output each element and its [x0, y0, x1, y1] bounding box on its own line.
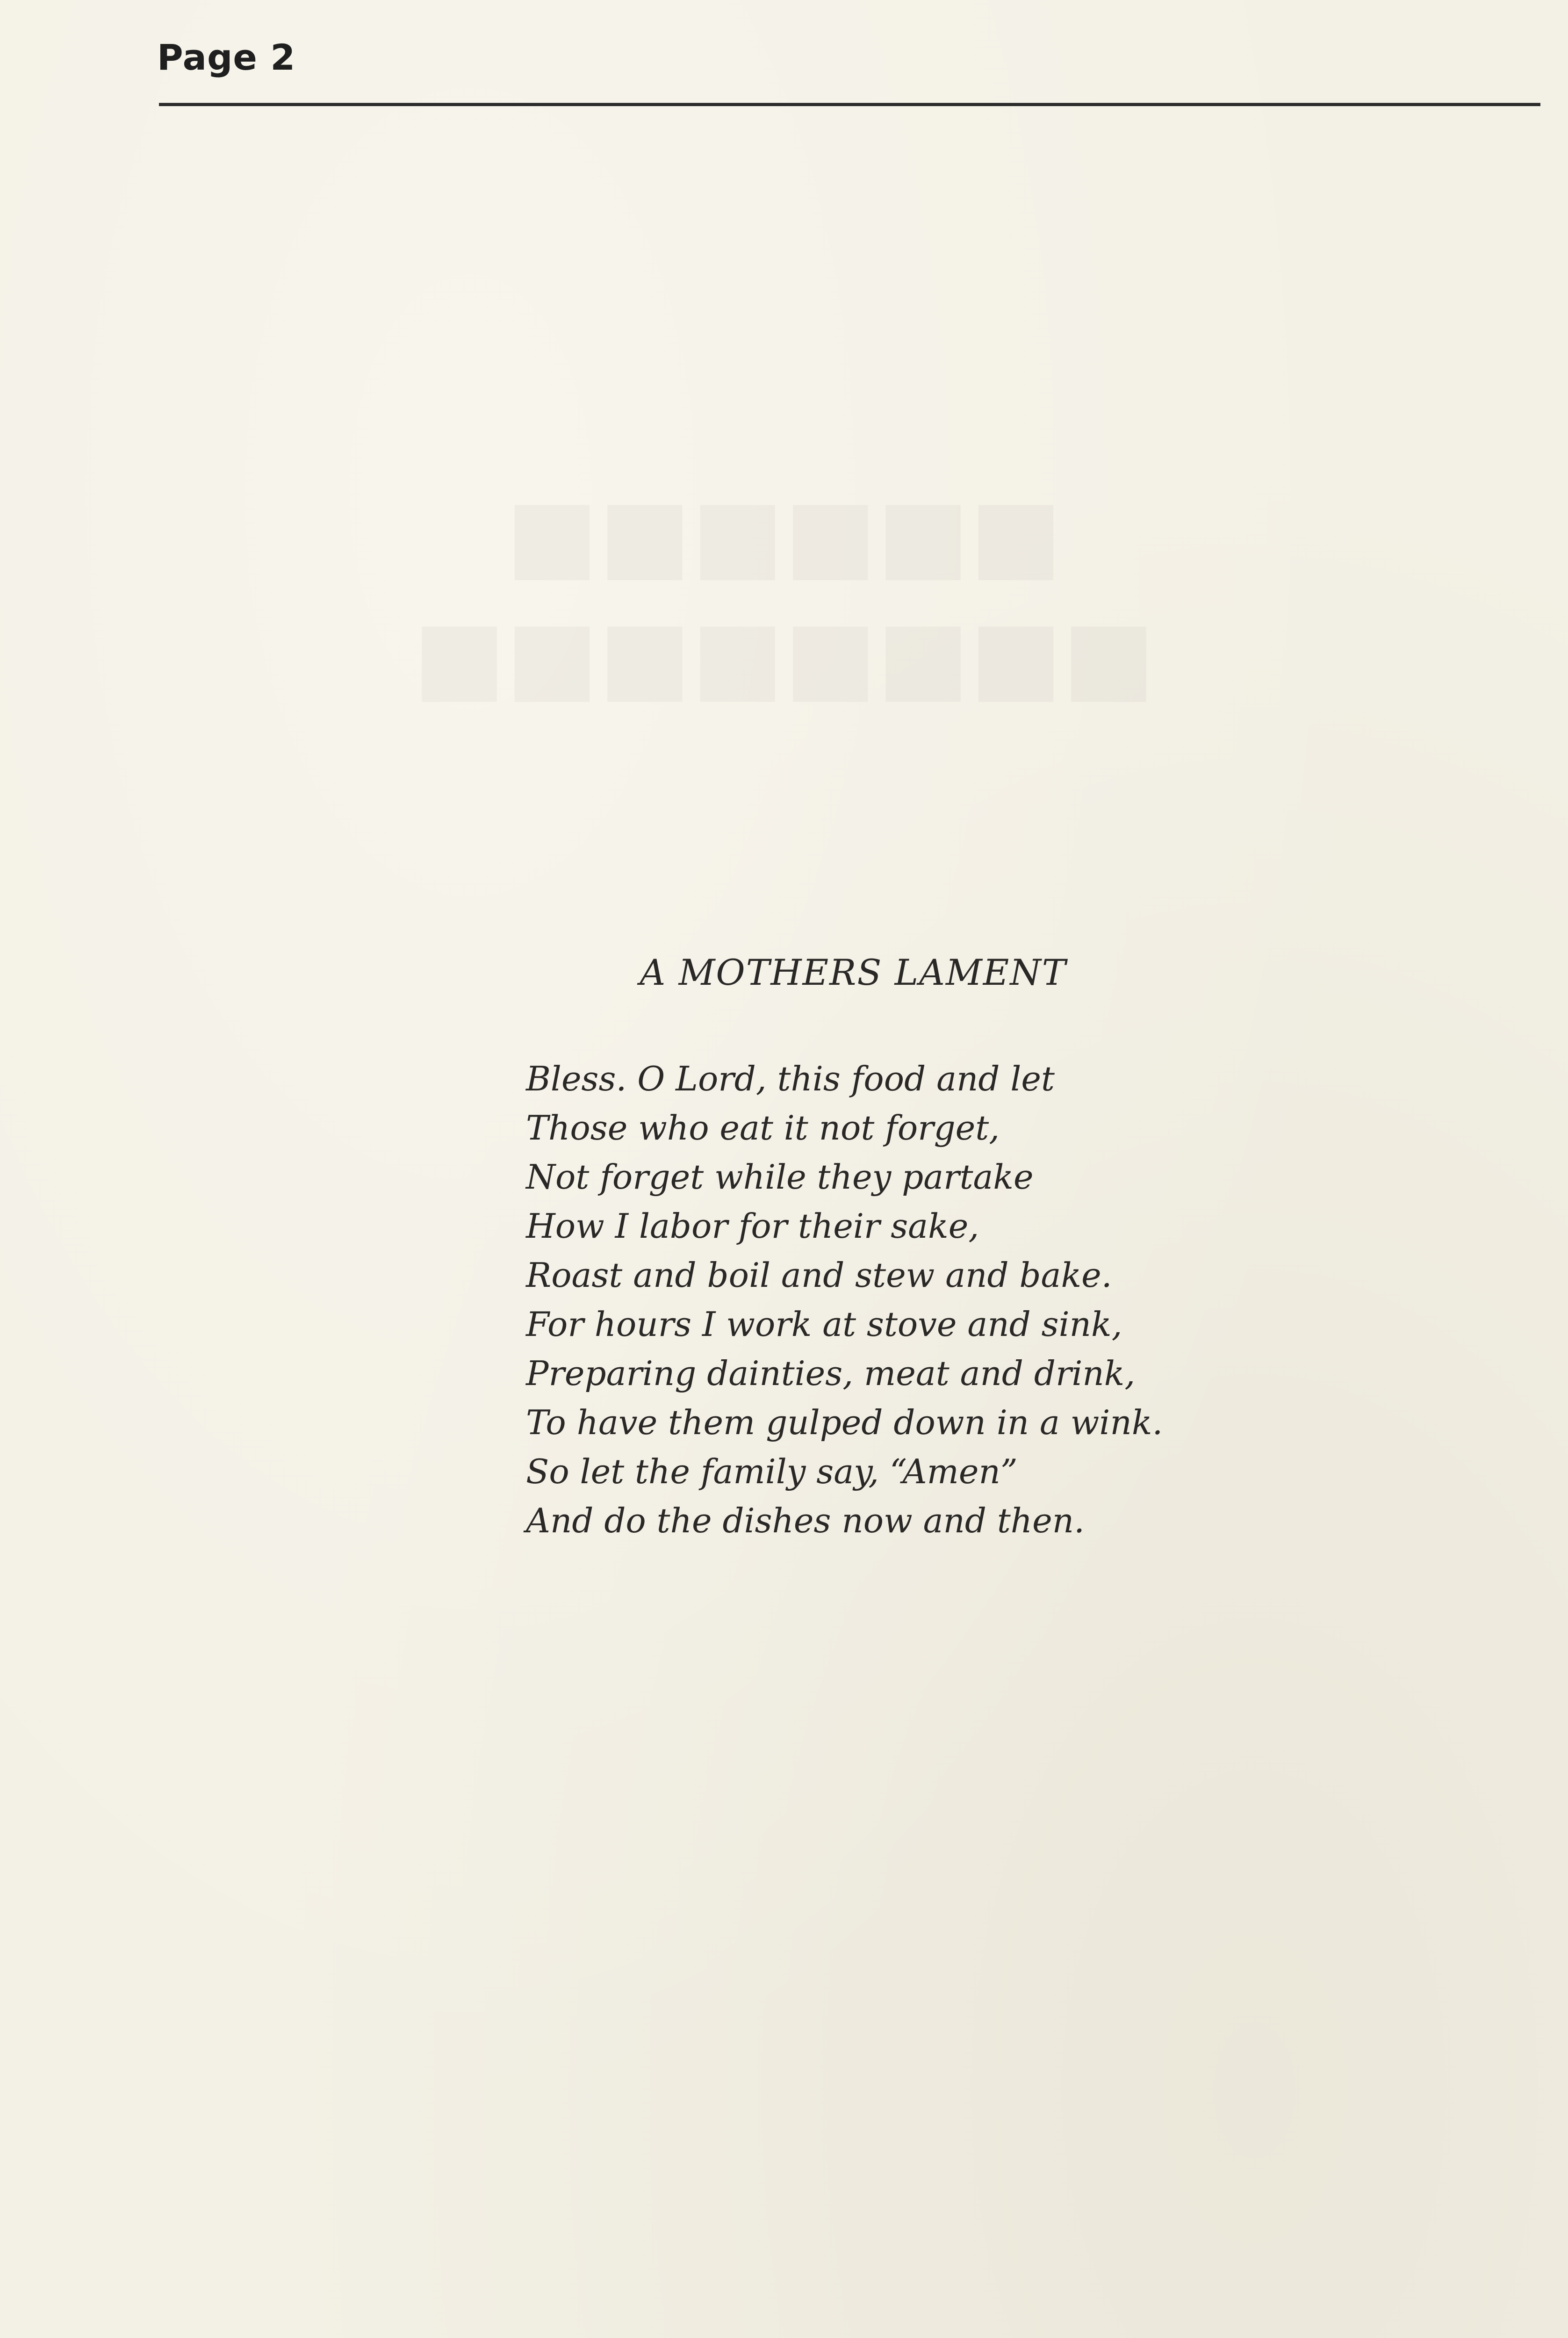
header-rule	[159, 103, 1540, 106]
poem-line: Roast and boil and stew and bake.	[526, 1256, 1112, 1295]
poem-body	[526, 1054, 1163, 1545]
poem-line: For hours I work at stove and sink,	[526, 1305, 1122, 1344]
poem-line: And do the dishes now and then.	[526, 1501, 1085, 1540]
poem-title: A MOTHERS LAMENT	[640, 952, 1067, 993]
page-number: Page 2	[157, 36, 296, 78]
poem-line: How I labor for their sake,	[526, 1206, 979, 1246]
poem-line: Those who eat it not forget,	[526, 1108, 1000, 1147]
poem-line: Preparing dainties, meat and drink,	[526, 1354, 1136, 1393]
poem-line: Bless. O Lord, this food and let	[526, 1059, 1055, 1098]
show-through-decoration: ■■■■■■	[505, 477, 1063, 592]
poem-line: Not forget while they partake	[526, 1157, 1034, 1197]
poem-line: So let the family say, “Amen”	[526, 1452, 1018, 1491]
poem-line: To have them gulped down in a wink.	[526, 1403, 1163, 1442]
show-through-decoration: ■■■■■■■■	[413, 599, 1155, 713]
